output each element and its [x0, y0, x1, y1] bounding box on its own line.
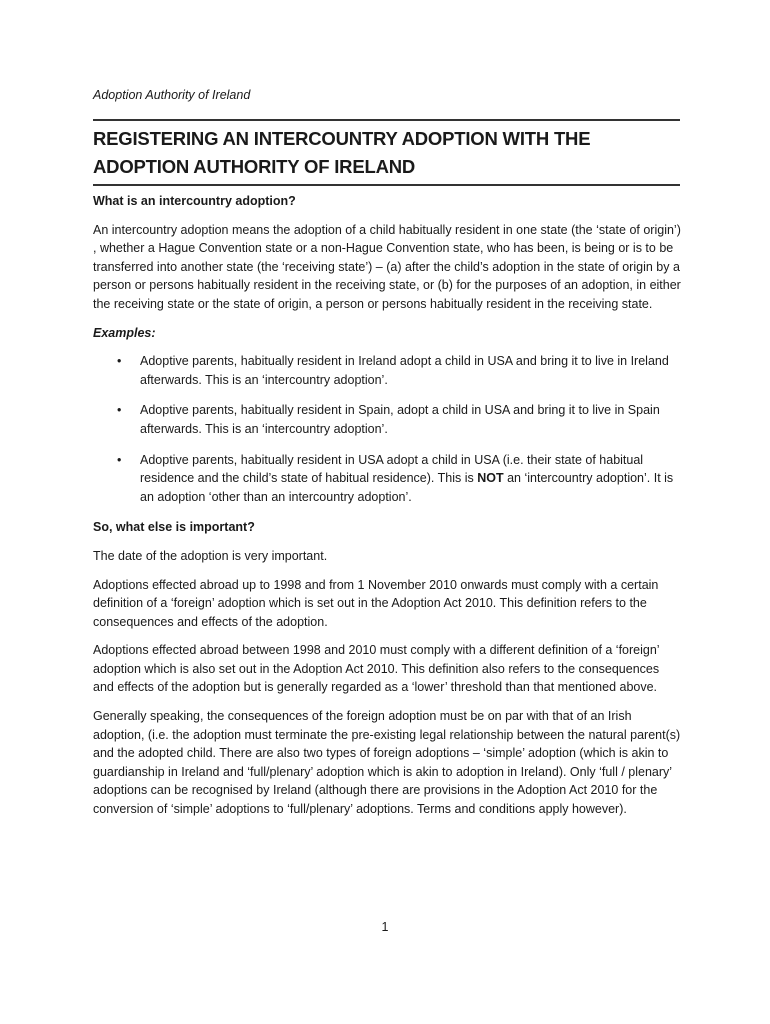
examples-heading: Examples: — [93, 325, 156, 340]
page-number: 1 — [381, 920, 389, 934]
section-heading-important: So, what else is important? — [93, 520, 255, 535]
bullet-icon: • — [117, 354, 122, 369]
paragraph-date: The date of the adoption is very important. — [93, 548, 328, 563]
examples-list — [93, 352, 681, 506]
document-body — [93, 192, 681, 829]
emphasis-not: NOT — [477, 471, 504, 486]
section-heading-intercountry: What is an intercountry adoption? — [93, 194, 296, 208]
header-organization: Adoption Authority of Ireland — [93, 88, 251, 102]
bullet-icon: • — [117, 403, 122, 418]
paragraph-definition-1998: Adoptions effected abroad up to 1998 and from 1 November 2010 onwards must comply with a certain definition of a ‘foreign’ adoption which is set out in the Adoption Act 2010. This definition refers to the consequences and effects of the adoption. — [93, 577, 659, 629]
bullet-icon: • — [117, 452, 122, 467]
list-item — [93, 352, 681, 389]
definition-paragraph: An intercountry adoption means the adoption of a child habitually resident in one state (the ‘state of origin’) , whether a Hague Convention state or a non-Hague Convention state, who has been, is being or is to be transferred into another state (the ‘receiving state’) – (a) after the child’s adoption in the state of origin by a person or persons habitually resident in the receiving state, or (b) for the purposes of an adoption, in either the receiving state or the state of origin, a person or persons habitually resident in the receiving state. — [93, 222, 681, 311]
list-item — [93, 401, 681, 438]
paragraph-consequences: Generally speaking, the consequences of the foreign adoption must be on par with that of an Irish adoption, (i.e. the adoption must terminate the pre-existing legal relationship between the natural parent(s) and the adopted child. There are also two types of foreign adoptions – ‘simple’ adoption (which is akin to guardianship in Ireland and ‘full/plenary’ adoption which is akin to adoption in Ireland). Only ‘full / plenary’ adoptions can be recognised by Ireland (although there are provisions in the Adoption Act 2010 for the conversion of ‘simple’ adoptions to ‘full/plenary’ adoptions. Terms and conditions apply however). — [93, 709, 681, 817]
example-text-end: an ‘intercountry adoption’. It is an adoption ‘other than an intercountry adoption’. — [140, 471, 674, 504]
example-text — [140, 453, 673, 504]
title-block — [93, 119, 680, 186]
example-text: Adoptive parents, habitually resident in Spain, adopt a child in USA and bring it to live in Spain afterwards. This is an ‘intercountry adoption’. — [140, 403, 660, 436]
document-title: REGISTERING AN INTERCOUNTRY ADOPTION WITH THE ADOPTION AUTHORITY OF IRELAND — [93, 128, 591, 177]
paragraph-definition-1998-2010: Adoptions effected abroad between 1998 and 2010 must comply with a different definition of a ‘foreign’ adoption which is also set out in the Adoption Act 2010. This definition also refers to the consequences and effects of the adoption but is generally regarded as a ‘lower’ threshold than that mentioned above. — [93, 643, 660, 695]
example-text: Adoptive parents, habitually resident in Ireland adopt a child in USA and bring it to live in Ireland afterwards. This is an ‘intercountry adoption’. — [140, 354, 669, 387]
list-item — [93, 451, 681, 507]
example-text-start: Adoptive parents, habitually resident in USA adopt a child in USA (i.e. their state of habitual residence and the child’s state of habitual residence). This is — [140, 452, 644, 486]
